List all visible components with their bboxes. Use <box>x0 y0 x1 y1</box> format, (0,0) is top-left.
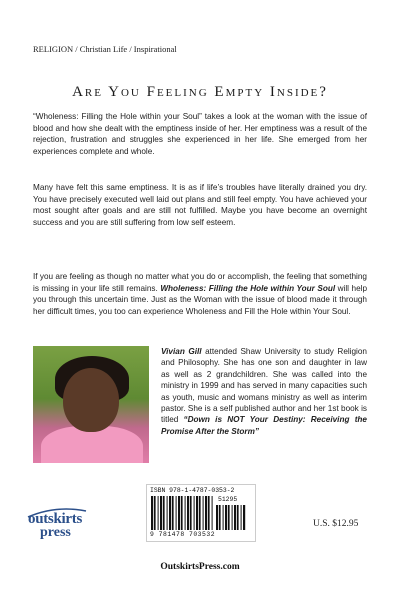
paragraph-3-part-a: If you are feeling as though no matter what you do or accomplish, the feeling that something is missing in your life still remains. <box>33 272 367 293</box>
author-bio-text: attended Shaw University to study Religion and Philosophy. She has one son and daughter in law as well as 2 grandchildren. She was called into the ministry in 1999 and has served in many capacities such as youth, music and womans ministry as well as interim pastor. She is a self published author and her 1st book is titled <box>161 347 367 425</box>
category-label: RELIGION / Christian Life / Inspirational <box>33 44 177 54</box>
barcode-icon <box>151 496 213 530</box>
headline: Are You Feeling Empty Inside? <box>72 84 328 100</box>
author-photo <box>33 346 149 463</box>
barcode-addon-icon <box>216 505 246 530</box>
barcode-digits: 9 781478 703532 <box>150 531 216 538</box>
isbn-number: ISBN 978-1-4787-0353-2 <box>150 487 235 494</box>
first-book-title: “Down is NOT Your Destiny: Receiving the Promise After the Storm” <box>161 415 367 436</box>
description-paragraph-3 <box>33 271 367 317</box>
book-title-inline: Wholeness: Filling the Hole within Your Soul <box>160 283 336 293</box>
publisher-name-line1: outskirts <box>28 511 82 527</box>
barcode-addon-number: 51295 <box>218 496 238 503</box>
description-paragraph-2: Many have felt this same emptiness. It is as if life’s troubles have literally drained you dry. You have precisely executed well laid out plans and still feel empty. You have achieved your most sought after goals and are still not fulfilled. Maybe you have become an overnight success and you are still suffering from low self esteem. <box>33 183 367 227</box>
description-paragraph-1: “Wholeness: Filling the Hole within your Soul” takes a look at the woman with the issue of blood and how she dealt with the emptiness inside of her. Her emptiness was a result of the rejection, frustration and struggles she experienced in her life. She emerged from her experiences complete and whole. <box>33 112 367 156</box>
publisher-website: OutskirtsPress.com <box>160 562 240 572</box>
publisher-name-line2: press <box>40 525 71 540</box>
paragraph-3-part-b: will help you through this uncertain time. Just as the Woman with the issue of blood made it through her difficult times, you too can experience Wholeness and Fill the Hole within Your Soul. <box>33 283 367 316</box>
swoosh-icon <box>26 507 88 519</box>
publisher-logo <box>28 513 82 539</box>
author-bio <box>161 346 367 437</box>
price: U.S. $12.95 <box>313 519 359 529</box>
author-name: Vivian Gill <box>161 347 202 356</box>
